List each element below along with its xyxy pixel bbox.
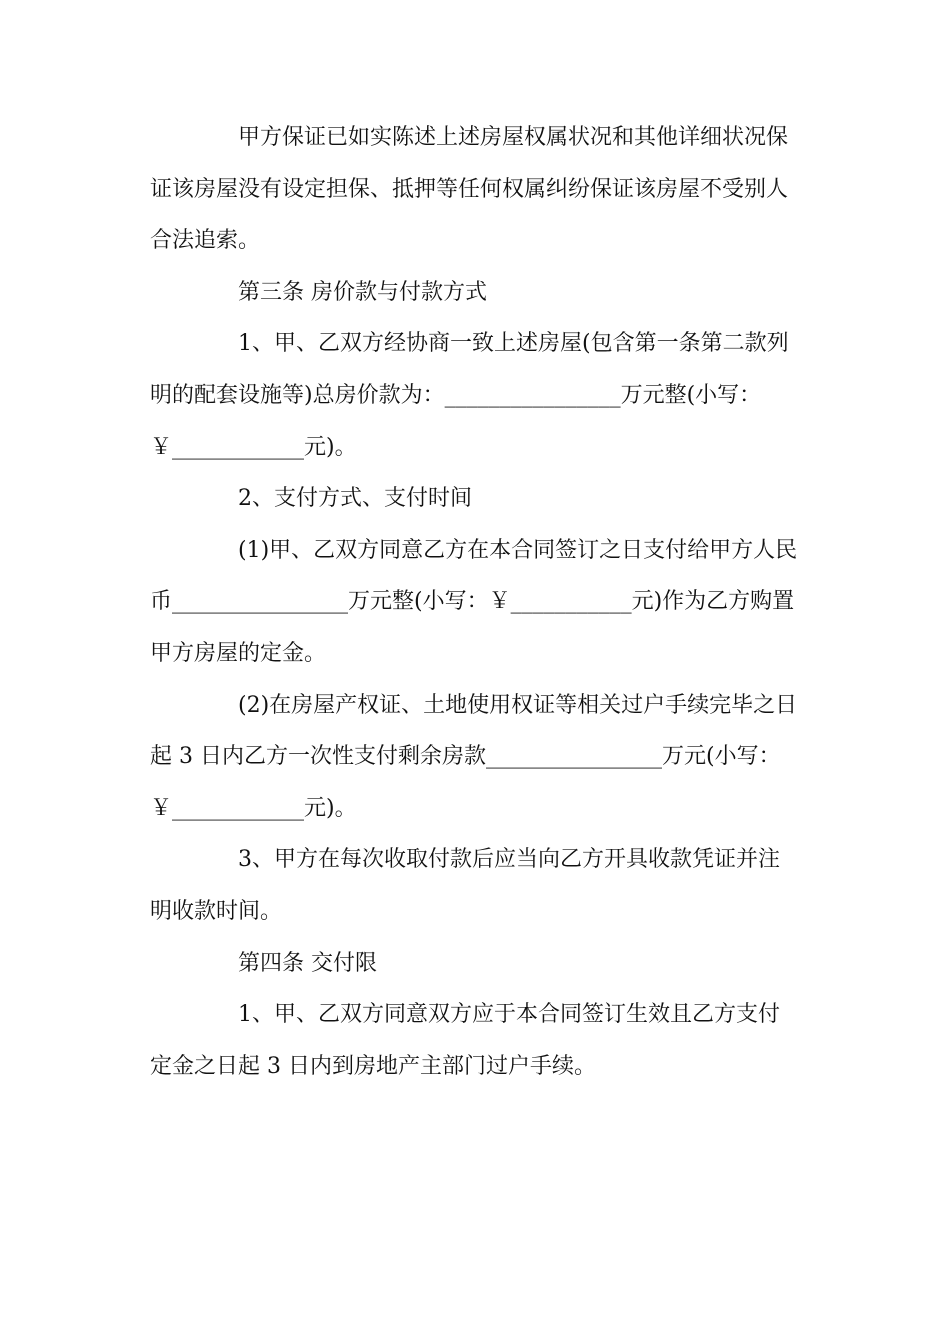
paragraph-line-6: 明的配套设施等)总房价款为：________________万元整(小写： (150, 382, 762, 408)
paragraph-line-2: 证该房屋没有设定担保、抵押等任何权属纠纷保证该房屋不受别人 (150, 176, 789, 202)
paragraph-line-19: 定金之日起 3 日内到房地产主部门过户手续。 (150, 1053, 596, 1079)
paragraph-line-10: 币________________万元整(小写：￥___________元)作为乙方购置 (150, 589, 795, 615)
paragraph-line-3: 合法追索。 (150, 228, 261, 254)
paragraph-line-9: (1)甲、乙双方同意乙方在本合同签订之日支付给甲方人民 (238, 537, 798, 563)
paragraph-line-13: 起 3 日内乙方一次性支付剩余房款________________万元(小写： (150, 744, 781, 770)
paragraph-line-14: ￥____________元)。 (150, 795, 357, 821)
paragraph-line-5: 1、甲、乙双方经协商一致上述房屋(包含第一条第二款列 (238, 331, 789, 357)
paragraph-line-12: (2)在房屋产权证、土地使用权证等相关过户手续完毕之日 (238, 692, 798, 718)
article-4-heading: 第四条 交付限 (238, 950, 377, 976)
paragraph-line-1: 甲方保证已如实陈述上述房屋权属状况和其他详细状况保 (238, 125, 789, 150)
paragraph-line-15: 3、甲方在每次收取付款后应当向乙方开具收款凭证并注 (238, 847, 780, 873)
paragraph-line-16: 明收款时间。 (150, 898, 283, 924)
document-body (150, 112, 802, 1092)
paragraph-line-11: 甲方房屋的定金。 (150, 640, 327, 666)
paragraph-line-8: 2、支付方式、支付时间 (238, 486, 472, 512)
paragraph-line-18: 1、甲、乙双方同意双方应于本合同签订生效且乙方支付 (238, 1002, 780, 1028)
article-3-heading: 第三条 房价款与付款方式 (238, 279, 487, 305)
paragraph-line-7: ￥____________元)。 (150, 434, 357, 460)
